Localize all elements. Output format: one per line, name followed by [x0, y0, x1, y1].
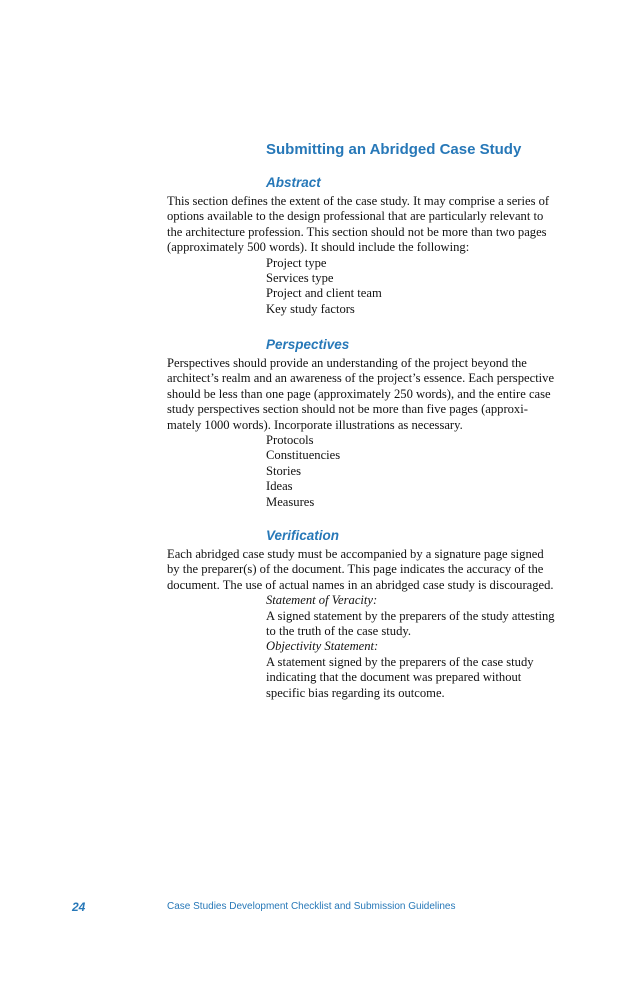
verification-paragraph	[167, 547, 565, 593]
objectivity-line: A statement signed by the preparers of the case study	[266, 654, 534, 669]
perspectives-list	[167, 433, 565, 510]
veracity-definition	[167, 593, 565, 639]
verification-section	[167, 527, 565, 701]
abstract-list	[167, 256, 565, 318]
perspectives-heading: Perspectives	[266, 337, 350, 352]
abstract-heading: Abstract	[266, 175, 321, 190]
list-item: Ideas	[266, 479, 293, 494]
veracity-line: to the truth of the case study.	[266, 624, 412, 639]
perspectives-line: should be less than one page (approximately 250 words), and the entire case	[167, 386, 551, 401]
veracity-term: Statement of Veracity:	[266, 593, 378, 608]
objectivity-line: specific bias regarding its outcome.	[266, 685, 445, 700]
footer-text: Case Studies Development Checklist and Submission Guidelines	[167, 901, 456, 912]
perspectives-line: study perspectives section should not be more than five pages (approxi-	[167, 402, 528, 417]
perspectives-line: Perspectives should provide an understanding of the project beyond the	[167, 356, 527, 370]
list-item: Key study factors	[266, 301, 355, 316]
perspectives-line: architect’s realm and an awareness of the project’s essence. Each perspective	[167, 371, 555, 386]
verification-line: document. The use of actual names in an abridged case study is discouraged.	[167, 577, 554, 592]
objectivity-term: Objectivity Statement:	[266, 639, 379, 654]
verification-line: Each abridged case study must be accompanied by a signature page signed	[167, 547, 544, 561]
abstract-section	[167, 174, 565, 317]
list-item: Constituencies	[266, 448, 341, 463]
list-item: Project and client team	[266, 286, 382, 301]
list-item: Protocols	[266, 433, 314, 448]
page-title: Submitting an Abridged Case Study	[266, 141, 522, 158]
page-number: 24	[72, 900, 86, 914]
abstract-line: the architecture profession. This section should not be more than two pages	[167, 224, 547, 239]
abstract-paragraph	[167, 194, 565, 256]
abstract-line: (approximately 500 words). It should include the following:	[167, 240, 470, 255]
veracity-line: A signed statement by the preparers of the study attesting	[266, 608, 555, 623]
verification-line: by the preparer(s) of the document. This page indicates the accuracy of the	[167, 562, 544, 577]
list-item: Stories	[266, 463, 301, 478]
perspectives-line: mately 1000 words). Incorporate illustrations as necessary.	[167, 417, 463, 432]
verification-heading: Verification	[266, 528, 340, 543]
abstract-line: This section defines the extent of the case study. It may comprise a series of	[167, 194, 550, 208]
objectivity-definition	[167, 639, 565, 701]
perspectives-section	[167, 336, 565, 510]
list-item: Project type	[266, 255, 327, 270]
list-item: Measures	[266, 494, 315, 509]
perspectives-paragraph	[167, 356, 565, 433]
abstract-line: options available to the design professional that are particularly relevant to	[167, 209, 544, 224]
list-item: Services type	[266, 271, 334, 286]
objectivity-line: indicating that the document was prepared without	[266, 670, 522, 685]
